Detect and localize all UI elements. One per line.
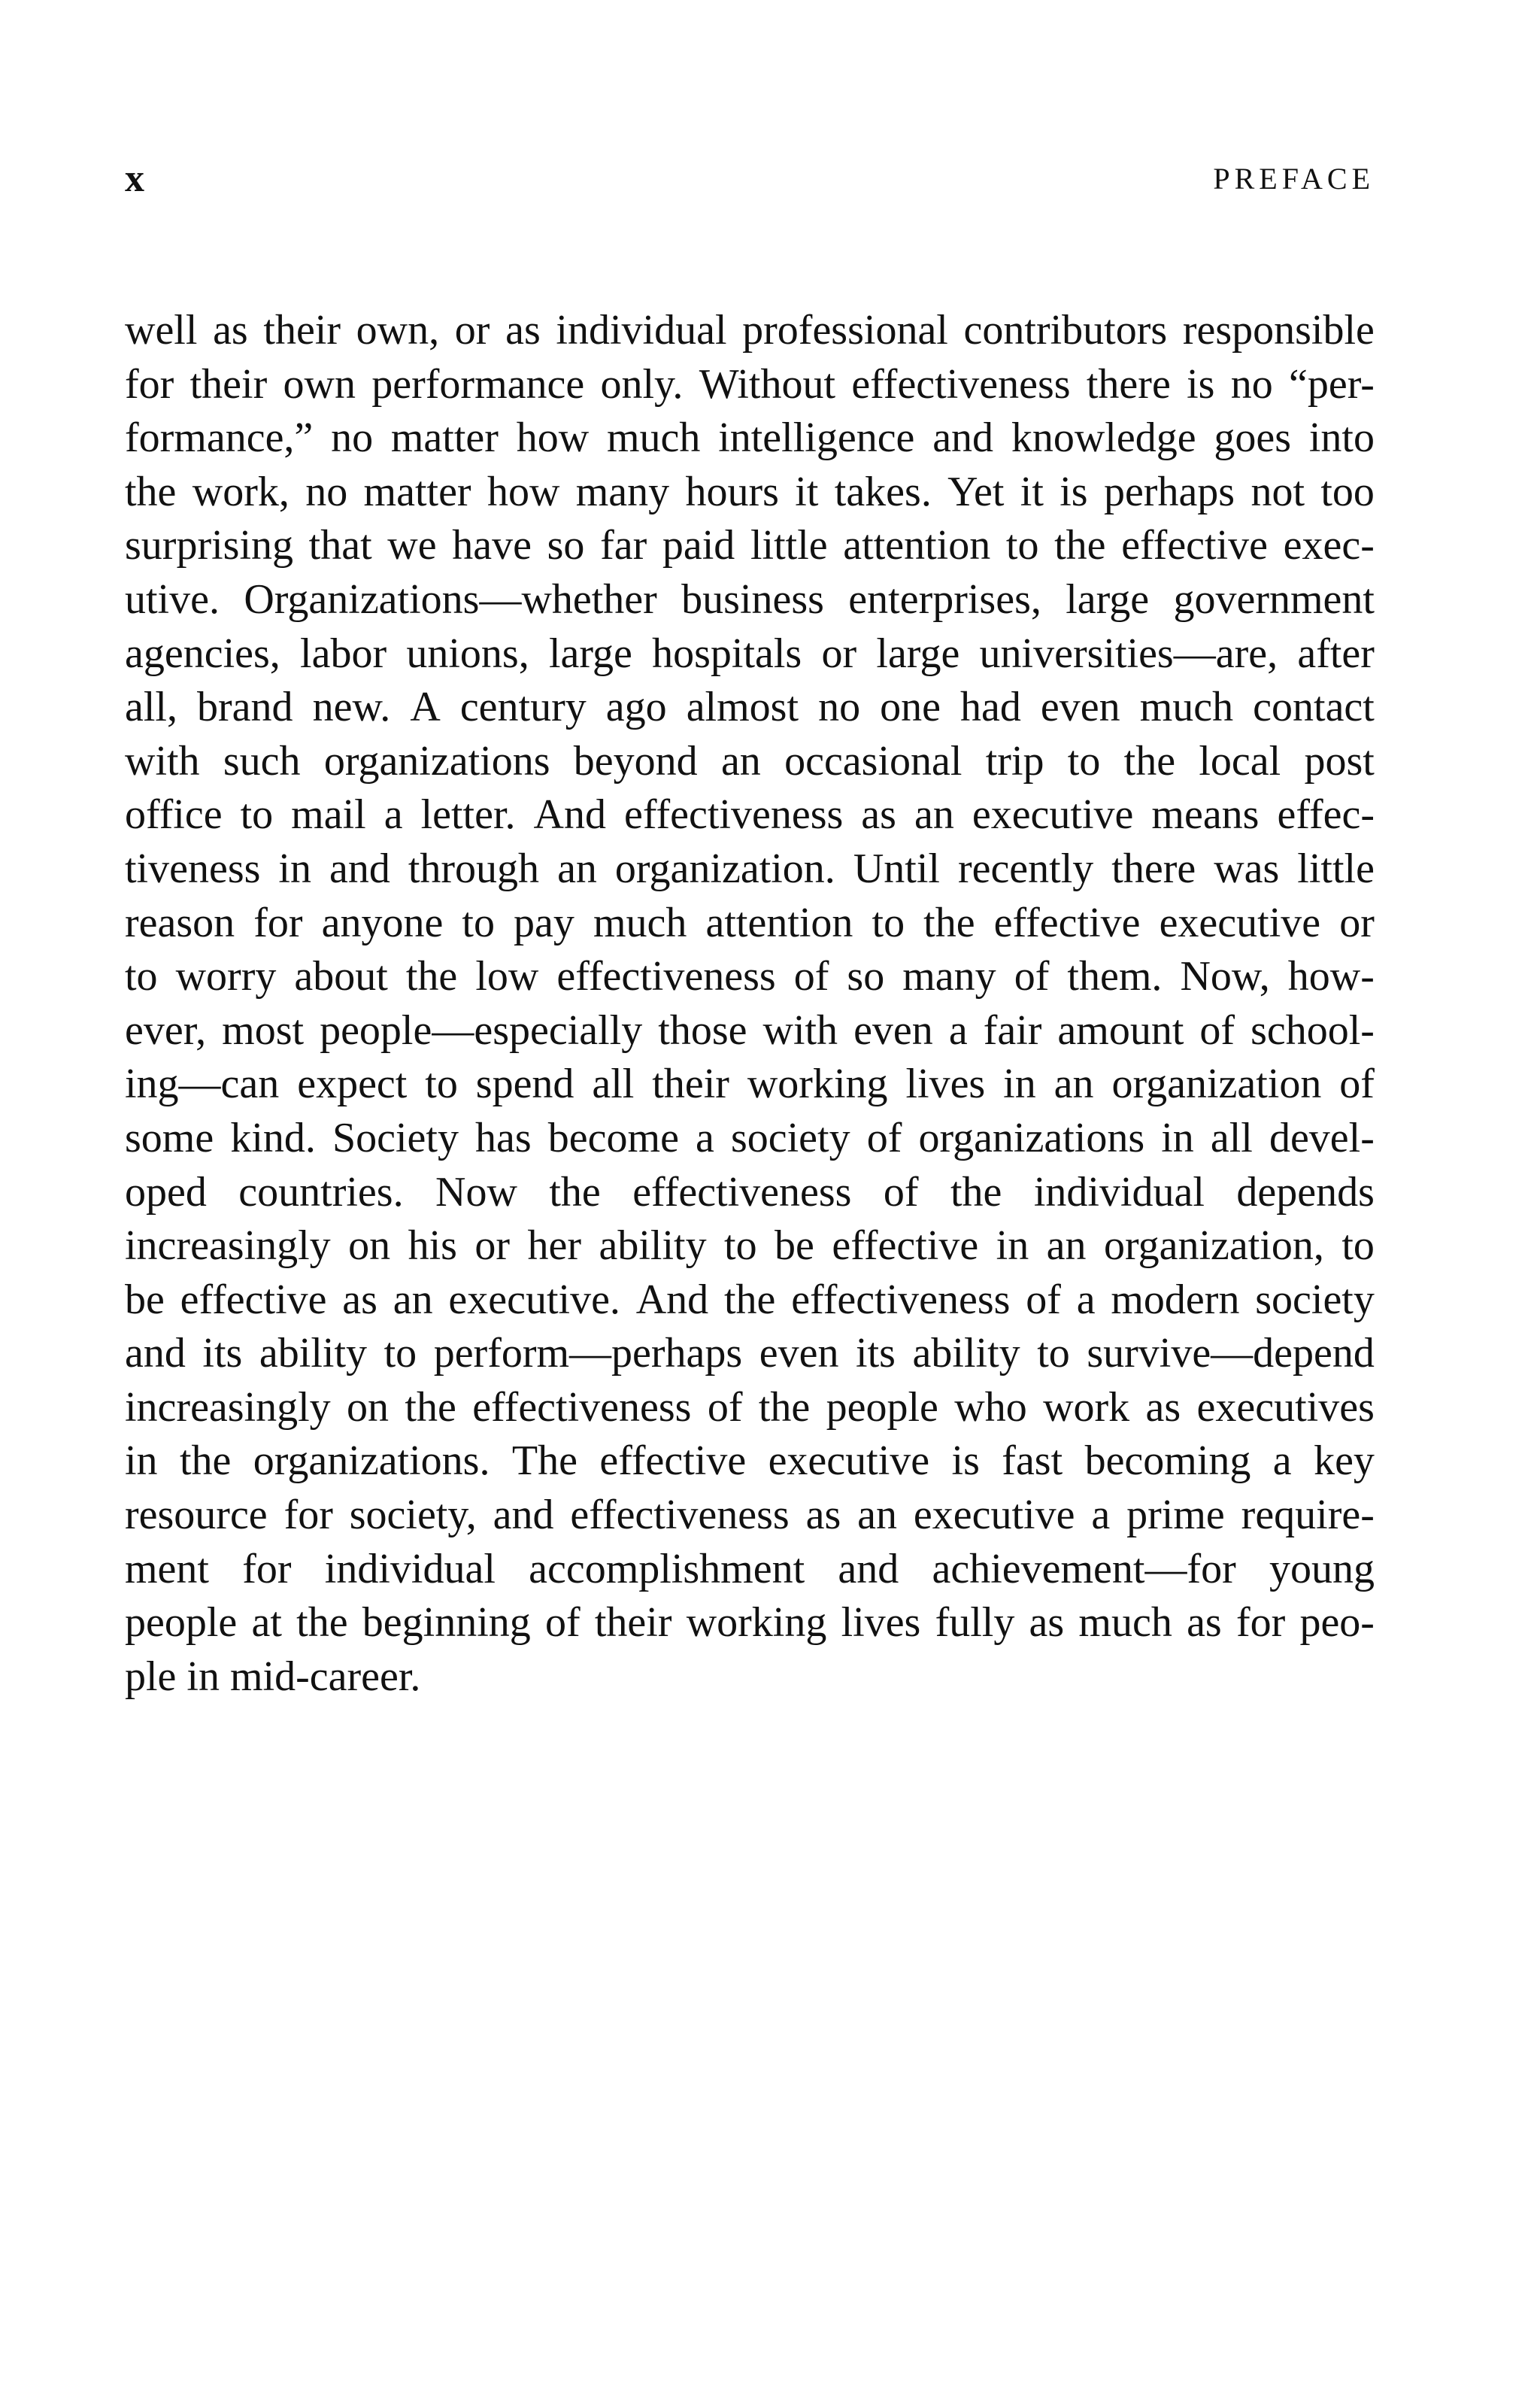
text-line: with such organizations beyond an occasional trip to the local post (125, 737, 1375, 785)
section-title: PREFACE (1213, 162, 1375, 196)
page-number: x (125, 157, 144, 200)
text-line: ment for individual accomplishment and achievement—for young (125, 1545, 1375, 1592)
text-line: formance,” no matter how much intelligence and knowledge goes into (125, 414, 1375, 462)
text-line: increasingly on the effectiveness of the people who work as executives (125, 1383, 1375, 1431)
text-line: utive. Organizations—whether business enterprises, large government (125, 575, 1375, 623)
running-head (125, 156, 1375, 202)
text-line: tiveness in and through an organization. Until recently there was little (125, 845, 1375, 892)
text-line: ple in mid-career. (125, 1653, 421, 1700)
text-line: in the organizations. The effective executive is fast becoming a key (125, 1437, 1375, 1485)
text-line: well as their own, or as individual professional contributors responsible (125, 307, 1375, 354)
text-line: office to mail a letter. And effectiveness as an executive means effec- (125, 791, 1375, 839)
text-line: resource for society, and effectiveness as an executive a prime require- (125, 1492, 1375, 1539)
text-line: surprising that we have so far paid little attention to the effective exec- (125, 522, 1375, 569)
text-line: ever, most people—especially those with even a fair amount of school- (125, 1006, 1375, 1054)
text-line: all, brand new. A century ago almost no one had even much contact (125, 684, 1375, 731)
text-line: ing—can expect to spend all their working lives in an organization of (125, 1061, 1375, 1108)
text-line: oped countries. Now the effectiveness of the individual depends (125, 1168, 1375, 1216)
text-line: increasingly on his or her ability to be effective in an organization, to (125, 1222, 1375, 1270)
text-line: the work, no matter how many hours it takes. Yet it is perhaps not too (125, 468, 1375, 515)
body-paragraph (125, 304, 1375, 1704)
text-line: people at the beginning of their working lives fully as much as for peo- (125, 1599, 1375, 1647)
text-line: some kind. Society has become a society of organizations in all devel- (125, 1114, 1375, 1161)
text-line: reason for anyone to pay much attention to the effective executive or (125, 899, 1375, 946)
text-line: for their own performance only. Without effectiveness there is no “per- (125, 360, 1375, 408)
text-line: and its ability to perform—perhaps even its ability to survive—depend (125, 1330, 1375, 1377)
text-line: be effective as an executive. And the effectiveness of a modern society (125, 1276, 1375, 1323)
text-line: to worry about the low effectiveness of so many of them. Now, how- (125, 953, 1375, 1000)
text-line: agencies, labor unions, large hospitals or large universities—are, after (125, 630, 1375, 677)
